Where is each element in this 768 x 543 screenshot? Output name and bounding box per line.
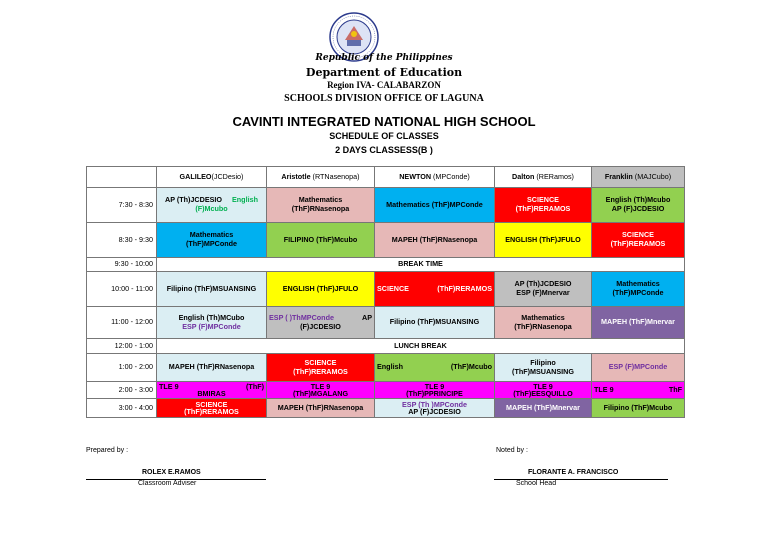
- class-cell: Filipino (ThF)Mcubo: [592, 399, 685, 418]
- class-cell: Mathematics (ThF)RNasenopa: [495, 307, 592, 339]
- class-cell: TLE 9 ThF: [592, 382, 685, 399]
- class-cell: Filipino (ThF)MSUANSING: [375, 307, 495, 339]
- class-cell: ENGLISH (ThF)JFULO: [267, 272, 375, 307]
- class-cell: TLE 9 (ThF)PPRINCIPE: [375, 382, 495, 399]
- corner-cell: [87, 167, 157, 188]
- division-label: SCHOOLS DIVISION OFFICE OF LAGUNA: [284, 93, 484, 104]
- time-cell: 8:30 - 9:30: [87, 223, 157, 258]
- class-cell: Mathematics (ThF)RNasenopa: [267, 188, 375, 223]
- class-cell: AP (Th)JCDESIO English (F)Mcubo: [157, 188, 267, 223]
- table-row: [87, 382, 685, 399]
- class-cell: SCIENCE (ThF)RERAMOS: [267, 354, 375, 382]
- table-row: [87, 223, 685, 258]
- class-cell: English (Th)MCubo ESP (F)MPConde: [157, 307, 267, 339]
- time-cell: 9:30 - 10:00: [87, 258, 157, 272]
- noted-by-label: Noted by :: [496, 447, 528, 454]
- class-cell: Mathematics (ThF)MPConde: [375, 188, 495, 223]
- schedule-table: [86, 166, 685, 418]
- class-cell: SCIENCE (ThF)RERAMOS: [375, 272, 495, 307]
- class-cell: Filipino (ThF)MSUANSING: [495, 354, 592, 382]
- class-cell: TLE 9 (ThF)EESQUILLO: [495, 382, 592, 399]
- class-cell: ESP (F)MPConde: [592, 354, 685, 382]
- noted-by-name: FLORANTE A. FRANCISCO: [528, 469, 619, 476]
- section-header: GALILEO(JCDesio): [157, 167, 267, 188]
- table-row: [87, 399, 685, 418]
- prepared-by-name: ROLEX E.RAMOS: [142, 469, 201, 476]
- time-cell: 10:00 - 11:00: [87, 272, 157, 307]
- class-cell: English (ThF)Mcubo: [375, 354, 495, 382]
- class-cell: Mathematics (ThF)MPConde: [592, 272, 685, 307]
- class-cell: AP (Th)JCDESIO ESP (F)Mnervar: [495, 272, 592, 307]
- class-cell: SCIENCE (ThF)RERAMOS: [495, 188, 592, 223]
- class-cell: MAPEH (ThF)RNasenopa: [157, 354, 267, 382]
- section-header: Franklin (MAJCubo): [592, 167, 685, 188]
- time-cell: 11:00 - 12:00: [87, 307, 157, 339]
- break-row: [87, 339, 685, 354]
- school-name: CAVINTI INTEGRATED NATIONAL HIGH SCHOOL: [232, 114, 536, 129]
- class-cell: Mathematics (ThF)MPConde: [157, 223, 267, 258]
- republic-label: Republic of the Philippines: [315, 53, 453, 63]
- lunch-break-cell: LUNCH BREAK: [157, 339, 685, 354]
- schedule-title: SCHEDULE OF CLASSES: [329, 131, 439, 141]
- class-cell: MAPEH (ThF)RNasenopa: [375, 223, 495, 258]
- section-header: NEWTON (MPConde): [375, 167, 495, 188]
- region-label: Region IVA- CALABARZON: [327, 80, 441, 90]
- table-row: [87, 188, 685, 223]
- break-time-cell: BREAK TIME: [157, 258, 685, 272]
- time-cell: 3:00 - 4:00: [87, 399, 157, 418]
- time-cell: 1:00 - 2:00: [87, 354, 157, 382]
- table-row: [87, 354, 685, 382]
- class-cell: MAPEH (ThF)Mnervar: [495, 399, 592, 418]
- class-cell: ENGLISH (ThF)JFULO: [495, 223, 592, 258]
- class-cell: SCIENCE (ThF)RERAMOS: [592, 223, 685, 258]
- section-header: Dalton (RERamos): [495, 167, 592, 188]
- class-cell: ESP (Th )MPConde AP (F)JCDESIO: [375, 399, 495, 418]
- class-cell: SCIENCE (ThF)RERAMOS: [157, 399, 267, 418]
- time-cell: 2:00 - 3:00: [87, 382, 157, 399]
- class-cell: English (Th)Mcubo AP (F)JCDESIO: [592, 188, 685, 223]
- prepared-by-label: Prepared by :: [86, 447, 129, 454]
- time-cell: 7:30 - 8:30: [87, 188, 157, 223]
- noted-by-title: School Head: [516, 480, 557, 487]
- section-header: Aristotle (RTNasenopa): [267, 167, 375, 188]
- class-cell: Filipino (ThF)MSUANSING: [157, 272, 267, 307]
- class-cell: TLE 9 (ThF)MGALANG: [267, 382, 375, 399]
- days-label: 2 DAYS CLASSESS(B ): [335, 145, 433, 155]
- prepared-by-title: Classroom Adviser: [138, 480, 197, 487]
- header-row: [87, 167, 685, 188]
- table-row: [87, 307, 685, 339]
- class-cell: MAPEH (ThF)Mnervar: [592, 307, 685, 339]
- class-cell: MAPEH (ThF)RNasenopa: [267, 399, 375, 418]
- class-cell: TLE 9 (ThF) BMIRAS: [157, 382, 267, 399]
- class-cell: FILIPINO (ThF)Mcubo: [267, 223, 375, 258]
- table-row: [87, 272, 685, 307]
- department-label: Department of Education: [305, 66, 463, 79]
- break-row: [87, 258, 685, 272]
- time-cell: 12:00 - 1:00: [87, 339, 157, 354]
- class-cell: ESP ( )ThMPConde AP (F)JCDESIO: [267, 307, 375, 339]
